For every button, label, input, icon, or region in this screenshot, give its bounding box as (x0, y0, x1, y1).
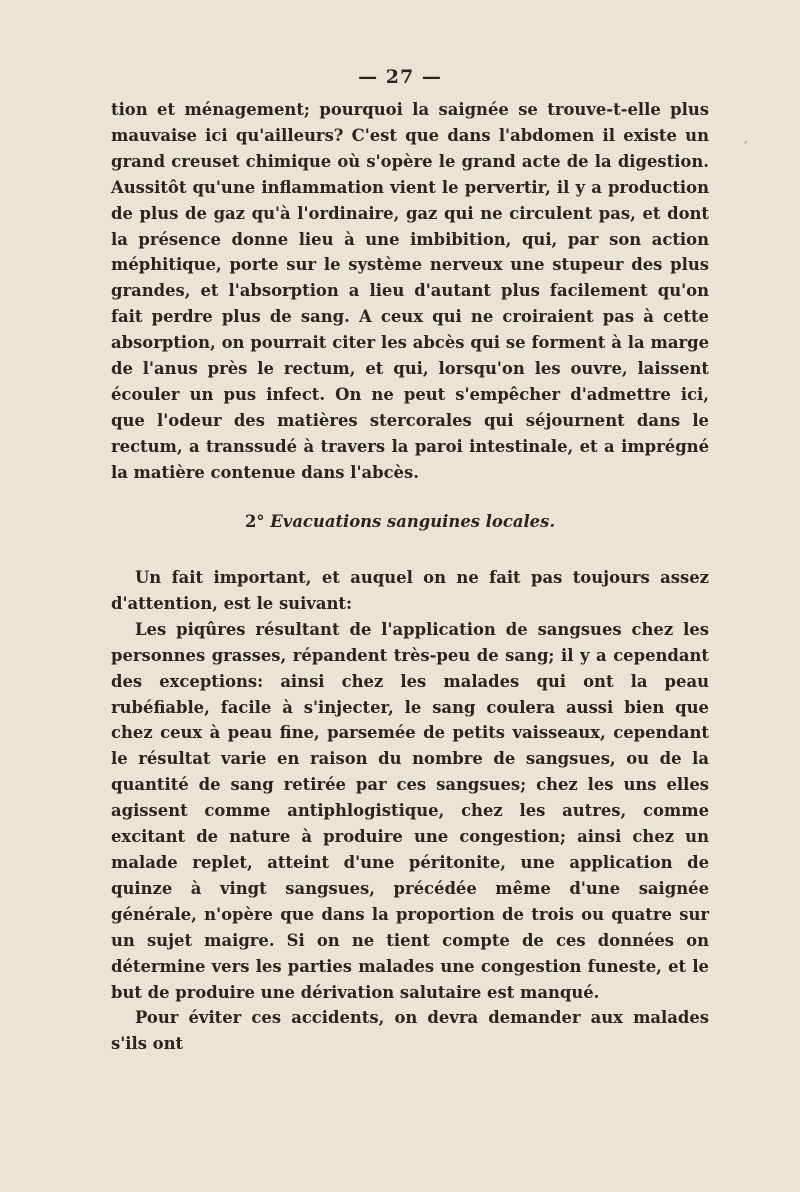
margin-mark: ´ (742, 140, 748, 154)
section-number: 2° (244, 512, 265, 531)
paragraph-1: tion et ménagement; pourquoi la saignée se trouve-t-elle plus mauvaise ici qu'ailleurs? C'est que dans l'abdomen il existe un grand creuset chimique où s'opère le grand acte de la digestion. Aussitôt qu'une inflammation vient le pervertir, il y a production de plus de gaz qu'à l'ordinaire, gaz qui ne circulent pas, et dont la présence donne lieu à une imbibition, qui, par son action méphitique, porte sur le système nerveux une stupeur des plus grandes, et l'absorption a lieu d'autant plus facilement qu'on fait perdre plus de sang. A ceux qui ne croiraient pas à cette absorption, on pourrait citer les abcès qui se forment à la marge de l'anus près le rectum, et qui, lorsqu'on les ouvre, laissent écouler un pus infect. On ne peut s'empêcher d'admettre ici, que l'odeur des matières stercorales qui séjournent dans le rectum, a transsudé à travers la paroi intestinale, et a imprégné la matière contenue dans l'abcès. (111, 100, 709, 482)
paragraph-2: Un fait important, et auquel on ne fait pas toujours assez d'attention, est le suivant: (111, 568, 709, 613)
section-heading (0, 509, 800, 535)
paragraph-3: Les piqûres résultant de l'application de sangsues chez les personnes grasses, répandent très-peu de sang; il y a cependant des exceptions: ainsi chez les malades qui ont la peau rubéfiable, facile à s'injecter, le sang coulera aussi bien que chez ceux à peau fine, parsemée de petits vaisseaux, cependant le résultat varie en raison du nombre de sangsues, ou de la quantité de sang retirée par ces sangsues; chez les uns elles agissent comme antiphlogistique, chez les autres, comme excitant de nature à produire une congestion; ainsi chez un malade replet, atteint d'une péritonite, une application de quinze à vingt sangsues, précédée même d'une saignée générale, n'opère que dans la proportion de trois ou quatre sur un sujet maigre. Si on ne tient compte de ces données on détermine vers les parties malades une congestion funeste, et le but de produire une dérivation salutaire est manqué. (111, 619, 709, 1002)
section-title: Evacuations sanguines locales. (270, 512, 556, 531)
text-block-bottom (111, 565, 709, 1057)
paragraph-4: Pour éviter ces accidents, on devra demander aux malades s'ils ont (111, 1008, 709, 1054)
text-block-top (111, 97, 709, 486)
page-number: — 27 — (358, 66, 442, 88)
